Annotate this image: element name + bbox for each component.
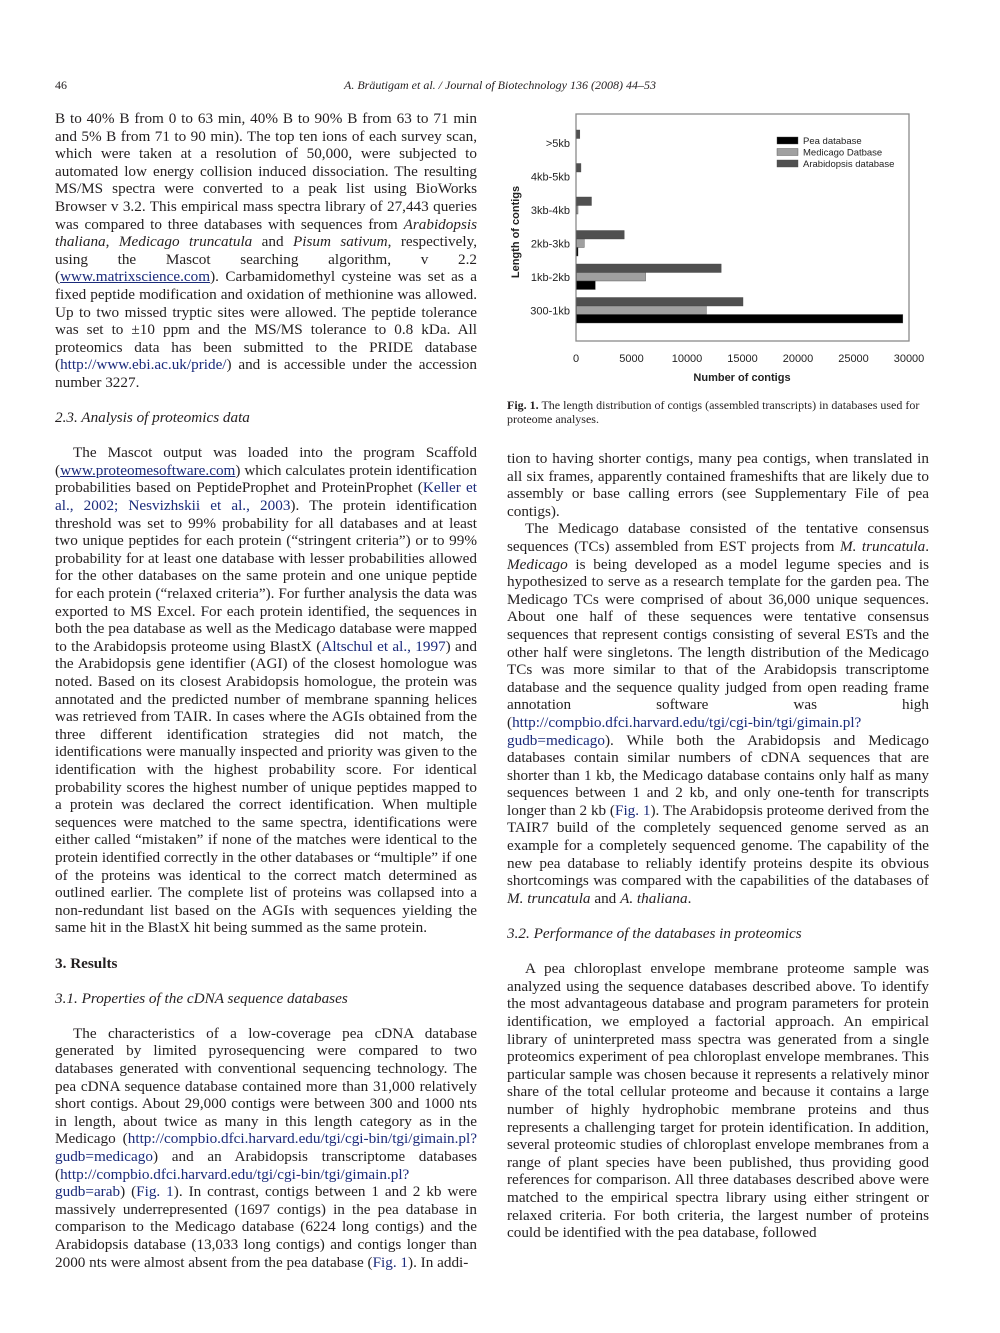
paragraph-analysis: The Mascot output was loaded into the program Scaffold (www.proteomesoftware.com) which calculates protein identification probabilities based on PeptideProphet and ProteinProphet (Keller et al., 2002; Nesvizhskii et al., 2003). The protein identification threshold was set to 99% probability for all databases and at least two unique peptides for each protein (“stringent criteria”) or to 99% probability for at least one database with lesser probabilities allowed for the other databases on the same protein and one unique peptide for each protein (“relaxed criteria”). For further analysis the data was exported to MS Excel. For each protein identified, the sequences in both the pea database as well as the Medicago database were mapped to the Arabidopsis proteome using BlastX (Altschul et al., 1997) and the Arabidopsis gene identifier (AGI) of the closest homologue was noted. Based on its closest Arabidopsis homologue, the protein was annotated and the predicted number of membrane spanning helices was retrieved from TAIR. In cases where the AGIs obtained from the three different identification strategies did not match, the identifications were manually inspected and priority was given to the identification with the highest probability score. For identical probability scores the highest number of unique peptides mapped to a protein was declared the correct identification. When multiple sequences were matched to the same spectra, identifications were either called “mistaken” if none of the matches were identical to the protein identified correctly in the other databases or “multiple” if one of the proteins was identical to the correct match determined as outlined earlier. The complete list of proteins was collapsed into a non-redundant list based on the AGIs with sequences yielding the same hit in the BlastX hit being summed as the same protein.: [55, 444, 478, 937]
x-axis-label: Number of contigs: [693, 372, 791, 384]
link-medicago-db[interactable]: http://compbio.dfci.harvard.edu/tgi/cgi-bin/tgi/gimain.pl?gudb=medicago: [55, 1130, 477, 1166]
y-tick-label: 3kb-4kb: [530, 205, 570, 217]
bar-arabidopsis-database-4kb-5kb: [577, 164, 581, 173]
link-medicago-db-2[interactable]: http://compbio.dfci.harvard.edu/tgi/cgi-bin/tgi/gimain.pl?gudb=medicago: [507, 713, 862, 749]
y-tick-labels: [530, 138, 570, 318]
legend-swatch: [777, 137, 798, 144]
y-tick-label: 1kb-2kb: [530, 272, 570, 284]
bar-pea-database-2kb-3kb: [577, 248, 579, 257]
link-proteomesoftware[interactable]: www.proteomesoftware.com: [60, 461, 236, 479]
y-tick-label: >5kb: [545, 138, 570, 150]
x-tick-label: 20000: [782, 353, 814, 365]
x-tick-label: 0: [572, 353, 580, 365]
y-tick-label: 300-1kb: [530, 305, 570, 318]
citation-altschul[interactable]: Altschul et al., 1997: [321, 637, 446, 655]
paragraph-properties: The characteristics of a low-coverage pea cDNA database generated by limited pyrosequencing were compared to two databases generated with conventional sequencing technology. The pea cDNA sequence database contained more than 31,000 relatively short contigs. About 29,000 contigs were between 300 and 1000 nts in length, about twice as many in this length category as in the Medicago (http://compbio.dfci.harvard.edu/tgi/cgi-bin/tgi/gimain.pl?gudb=medicago) and an Arabidopsis transcriptome databases (http://compbio.dfci.harvard.edu/tgi/cgi-bin/tgi/gimain.pl?gudb=arab) (Fig. 1). In contrast, contigs between 1 and 2 kb were massively underrepresented (1697 contigs) in the pea database in comparison to the Medicago database (6224 long contigs) and the Arabidopsis database (13,033 long contigs) and contigs longer than 2000 nts were almost absent from the pea database (Fig. 1). In addi-: [55, 1024, 477, 1271]
bar-medicago-datbase-300-1kb: [577, 306, 707, 315]
figure-ref-1[interactable]: Fig. 1: [136, 1183, 174, 1201]
legend-label: Arabidopsis database: [803, 159, 895, 170]
link-arab-db[interactable]: http://compbio.dfci.harvard.edu/tgi/cgi-bin/tgi/gimain.pl?gudb=arab: [55, 1165, 410, 1201]
right-column: [507, 450, 929, 1242]
x-tick-label: 5000: [619, 353, 644, 365]
legend-swatch: [777, 149, 798, 156]
x-tick-label: 30000: [893, 353, 925, 365]
figure-ref-1b[interactable]: Fig. 1: [372, 1253, 409, 1271]
bar-pea-database-300-1kb: [577, 315, 903, 324]
paragraph-continuation: tion to having shorter contigs, many pea contigs, when translated in all six frames, apparently contained frameshifts that are likely due to assembly or base calling errors (see Supplementary File of pea contigs).: [507, 450, 929, 520]
y-tick-label: 2kb-3kb: [530, 238, 570, 251]
y-axis-label: Length of contigs: [510, 185, 522, 279]
x-tick-label: 10000: [671, 353, 703, 365]
section-heading-3-2: 3.2. Performance of the databases in proteomics: [507, 925, 802, 943]
bar-medicago-datbase-3kb-4kb: [577, 206, 579, 215]
citation-keller-nesvizhskii[interactable]: Keller et al., 2002; Nesvizhskii et al., 2003: [55, 479, 477, 515]
link-pride[interactable]: http://www.ebi.ac.uk/pride/: [60, 356, 227, 374]
bar-medicago-datbase-1kb-2kb: [577, 273, 646, 282]
bar-arabidopsis-database-2kb-3kb: [577, 231, 625, 240]
figure-ref-1c[interactable]: Fig. 1: [615, 801, 651, 819]
legend-label: Pea database: [803, 136, 862, 147]
bar-arabidopsis-database-1kb-2kb: [577, 264, 722, 273]
bar-medicago-datbase-2kb-3kb: [577, 239, 585, 248]
left-column: [55, 110, 477, 1271]
page-number: 46: [55, 78, 67, 92]
running-title: A. Bräutigam et al. / Journal of Biotechnology 136 (2008) 44–53: [344, 78, 656, 92]
x-tick-label: 15000: [727, 353, 758, 365]
figure-caption: Fig. 1. The length distribution of contigs (assembled transcripts) in databases used for proteome analyses.: [507, 398, 920, 426]
paragraph-methods-end: B to 40% B from 0 to 63 min, 40% B to 90% B from 63 to 71 min and 5% B from 71 to 90 min). The top ten ions of each survey scan, which were taken at a resolution of 50,000, were subjected to automated low energy collision induced dissociation. The resulting MS/MS spectra were converted to a peak list using BioWorks Browser v 3.2. This empirical mass spectra library of 27,443 queries was compared to three databases with sequences from Arabidopsis thaliana, Medicago truncatula and Pisum sativum, respectively, using the Mascot searching algorithm, v 2.2 (www.matrixscience.com). Carbamidomethyl cysteine was set as a fixed peptide modification and oxidation of methionine was allowed. Up to two missed tryptic sites were allowed. The peptide tolerance was set to ±10 ppm and the MS/MS tolerance to 0.8 kDa. All proteomics data has been submitted to the PRIDE database (http://www.ebi.ac.uk/pride/) and is accessible under the accession number 3227.: [55, 110, 478, 391]
bar-arabidopsis-database-3kb-4kb: [577, 197, 592, 206]
bar-arabidopsis-database-300-1kb: [577, 298, 744, 307]
legend-label: Medicago Datbase: [803, 147, 883, 159]
paragraph-medicago: The Medicago database consisted of the tentative consensus sequences (TCs) assembled from EST projects from M. truncatula. Medicago is being developed as a model legume species and is hypothesized to serve as a research template for the garden pea. The Medicago TCs were comprised of about 36,000 unique sequences. About one half of these sequences were tentative consensus sequences that represent contigs consisting of several ESTs and the other half were singletons. The length distribution of the Medicago TCs was more similar to that of the Arabidopsis transcriptome database and the sequence quality judged from open reading frame annotation software was high (http://compbio.dfci.harvard.edu/tgi/cgi-bin/tgi/gimain.pl?gudb=medicago). While both the Arabidopsis and Medicago databases contain similar numbers of cDNA sequences that are shorter than 1 kb, the Medicago database contains only half as many sequences between 1 and 2 kb, and only one-tenth for transcripts longer than 2 kb (Fig. 1). The Arabidopsis proteome derived from the TAIR7 build of the completely sequenced genome served as an example for a completely sequenced genome. The capability of the new pea database to reliably identify proteins despite its obvious shortcomings was compared with the capabilities of the databases of M. truncatula and A. thaliana.: [507, 520, 930, 907]
bar-pea-database-1kb-2kb: [577, 281, 596, 290]
link-matrixscience[interactable]: www.matrixscience.com: [60, 268, 211, 286]
section-heading-3-1: 3.1. Properties of the cDNA sequence databases: [55, 989, 348, 1007]
y-tick-label: 4kb-5kb: [530, 171, 570, 184]
section-heading-3: 3. Results: [55, 954, 118, 972]
caption-label: Fig. 1.: [507, 398, 539, 412]
paragraph-performance: A pea chloroplast envelope membrane proteome sample was analyzed using the sequence databases described above. To identify the most advantageous database and program parameters for protein identification, we employed a factorial approach. An empirical library of uninterpreted mass spectra was generated from a single proteomics experiment of pea chloroplast envelope membranes. This particular sample was chosen because it represents a relatively minor share of the total cellular proteome and because it contains a large number of highly hydrophobic membrane proteins and thus represents a challenging target for protein identification. In addition, several proteomic studies of chloroplast envelope membranes from a range of plant species have been published, thus providing good references for comparison. All three databases described above were matched to the empirical spectra library using either stringent or relaxed criteria. For both criteria, the largest number of proteins could be identified with the pea database, followed: [507, 960, 929, 1242]
section-heading-2-3: 2.3. Analysis of proteomics data: [55, 409, 250, 427]
legend-swatch: [777, 160, 798, 167]
bar-arabidopsis-database--5kb: [577, 130, 580, 139]
x-tick-label: 25000: [838, 353, 869, 365]
figure-1-chart: [505, 110, 935, 390]
x-tick-labels: [573, 353, 924, 365]
